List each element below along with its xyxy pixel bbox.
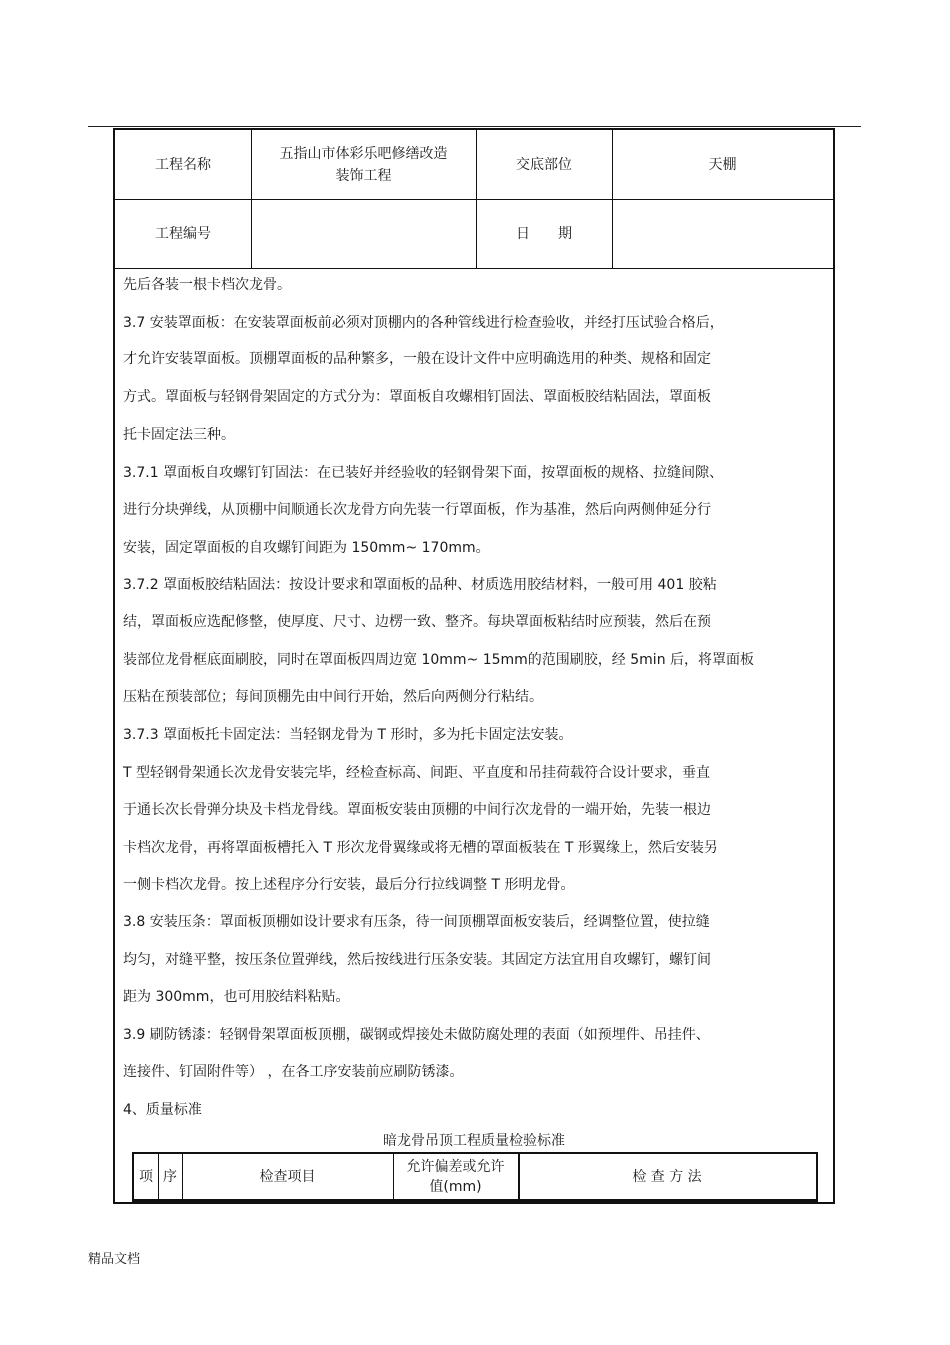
qtable-divider: [182, 1154, 183, 1199]
footer-text: 精品文档: [88, 1252, 141, 1267]
body-line: 进行分块弹线，从顶棚中间顺通长次龙骨方向先装一行罩面板，作为基准，然后向两侧伸延分行: [123, 502, 711, 518]
header-row-1: [115, 130, 833, 200]
body-line: 卡档次龙骨，再将罩面板槽托入 T 形次龙骨翼缘或将无槽的罩面板装在 T 形翼缘上，然后安装另: [123, 840, 718, 856]
project-name-value: [251, 130, 476, 199]
body-line: 方式。罩面板与轻钢骨架固定的方式分为：罩面板自攻螺相钉固法、罩面板胶结粘固法，罩面板: [123, 389, 711, 405]
body-line: T 型轻钢骨架通长次龙骨安装完毕，经检查标高、间距、平直度和吊挂荷载符合设计要求，垂直: [123, 765, 710, 781]
body-line: 3.7.2 罩面板胶结粘固法：按设计要求和罩面板的品种、材质选用胶结材料，一般可用 401 胶粘: [123, 577, 717, 593]
date-value: [612, 200, 833, 268]
body-line: 3.8 安装压条：罩面板顶棚如设计要求有压条，待一间顶棚罩面板安装后，经调整位置，使拉缝: [123, 914, 710, 930]
header-divider-2: [476, 130, 477, 269]
col-tolerance-line1: 允许偏差或允许: [406, 1158, 505, 1175]
header-divider-3: [612, 130, 613, 269]
body-line: 3.7.1 罩面板自攻螺钉钉固法：在已装好并经验收的轻钢骨架下面，按罩面板的规格、拉缝间隙、: [123, 465, 724, 481]
body-line: 一侧卡档次龙骨。按上述程序分行安装，最后分行拉线调整 T 形明龙骨。: [123, 877, 575, 893]
body-line: 距为 300mm，也可用胶结料粘贴。: [123, 989, 350, 1005]
top-rule: [88, 126, 861, 127]
body-line: 才允许安装罩面板。顶棚罩面板的品种繁多，一般在设计文件中应明确选用的种类、规格和固定: [123, 351, 711, 367]
qtable-divider: [158, 1154, 159, 1199]
document-frame: [113, 128, 835, 1204]
col-item: 项: [139, 1168, 153, 1185]
body-line: 先后各装一根卡档次龙骨。: [123, 277, 291, 293]
project-no-value: [251, 200, 476, 268]
body-line: 3.9 刷防锈漆：轻钢骨架罩面板顶棚，碳钢或焊接处未做防腐处理的表面（如预埋件、吊挂件、: [123, 1027, 710, 1043]
project-name-label: 工程名称: [155, 156, 211, 173]
quality-table: [132, 1152, 818, 1202]
body-line: 托卡固定法三种。: [123, 427, 235, 443]
body-line: 于通长次长骨弹分块及卡档龙骨线。罩面板安装由顶棚的中间行次龙骨的一端开始，先装一根边: [123, 802, 711, 818]
col-check-item: 检查项目: [259, 1168, 316, 1185]
section-heading: 4、质量标准: [123, 1102, 202, 1118]
qtable-divider: [393, 1154, 394, 1199]
project-no-label: 工程编号: [155, 226, 211, 242]
body-line: 3.7.3 罩面板托卡固定法：当轻钢龙骨为 T 形时，多为托卡固定法安装。: [123, 727, 573, 743]
col-method: 检 查 方 法: [632, 1168, 702, 1185]
col-tolerance: [393, 1154, 518, 1199]
body-line: 3.7 安装罩面板：在安装罩面板前必须对顶棚内的各种管线进行检查验收，并经打压试验合格后，: [123, 315, 724, 331]
body-line: 均匀，对缝平整，按压条位置弹线，然后按线进行压条安装。其固定方法宜用自攻螺钉，螺钉间: [123, 952, 711, 968]
quality-table-title: 暗龙骨吊顶工程质量检验标准: [383, 1133, 565, 1149]
header-row-2: [115, 200, 833, 269]
body-line: 安装，固定罩面板的自攻螺钉间距为 150mm~ 170mm。: [123, 540, 490, 556]
header-divider-1: [251, 130, 252, 269]
handover-part-label: 交底部位: [516, 156, 572, 173]
project-name-line2: 装饰工程: [335, 167, 392, 184]
handover-part-value: 天棚: [708, 156, 737, 173]
body-line: 压粘在预装部位；每间顶棚先由中间行开始，然后向两侧分行粘结。: [123, 689, 543, 705]
col-tolerance-line2: 值(mm): [429, 1178, 482, 1195]
date-label: 日 期: [516, 226, 572, 242]
project-name-line1: 五指山市体彩乐吧修缮改造: [279, 145, 448, 162]
body-line: 结，罩面板应选配修整，使厚度、尺寸、边楞一致、整齐。每块罩面板粘结时应预装，然后在预: [123, 614, 711, 630]
col-seq: 序: [163, 1168, 177, 1185]
body-line: 装部位龙骨框底面刷胶，同时在罩面板四周边宽 10mm~ 15mm的范围刷胶，经 5min 后，将罩面板: [123, 652, 755, 668]
body-line: 连接件、钉固附件等） ，在各工序安装前应刷防锈漆。: [123, 1064, 464, 1080]
qtable-divider: [518, 1154, 520, 1199]
